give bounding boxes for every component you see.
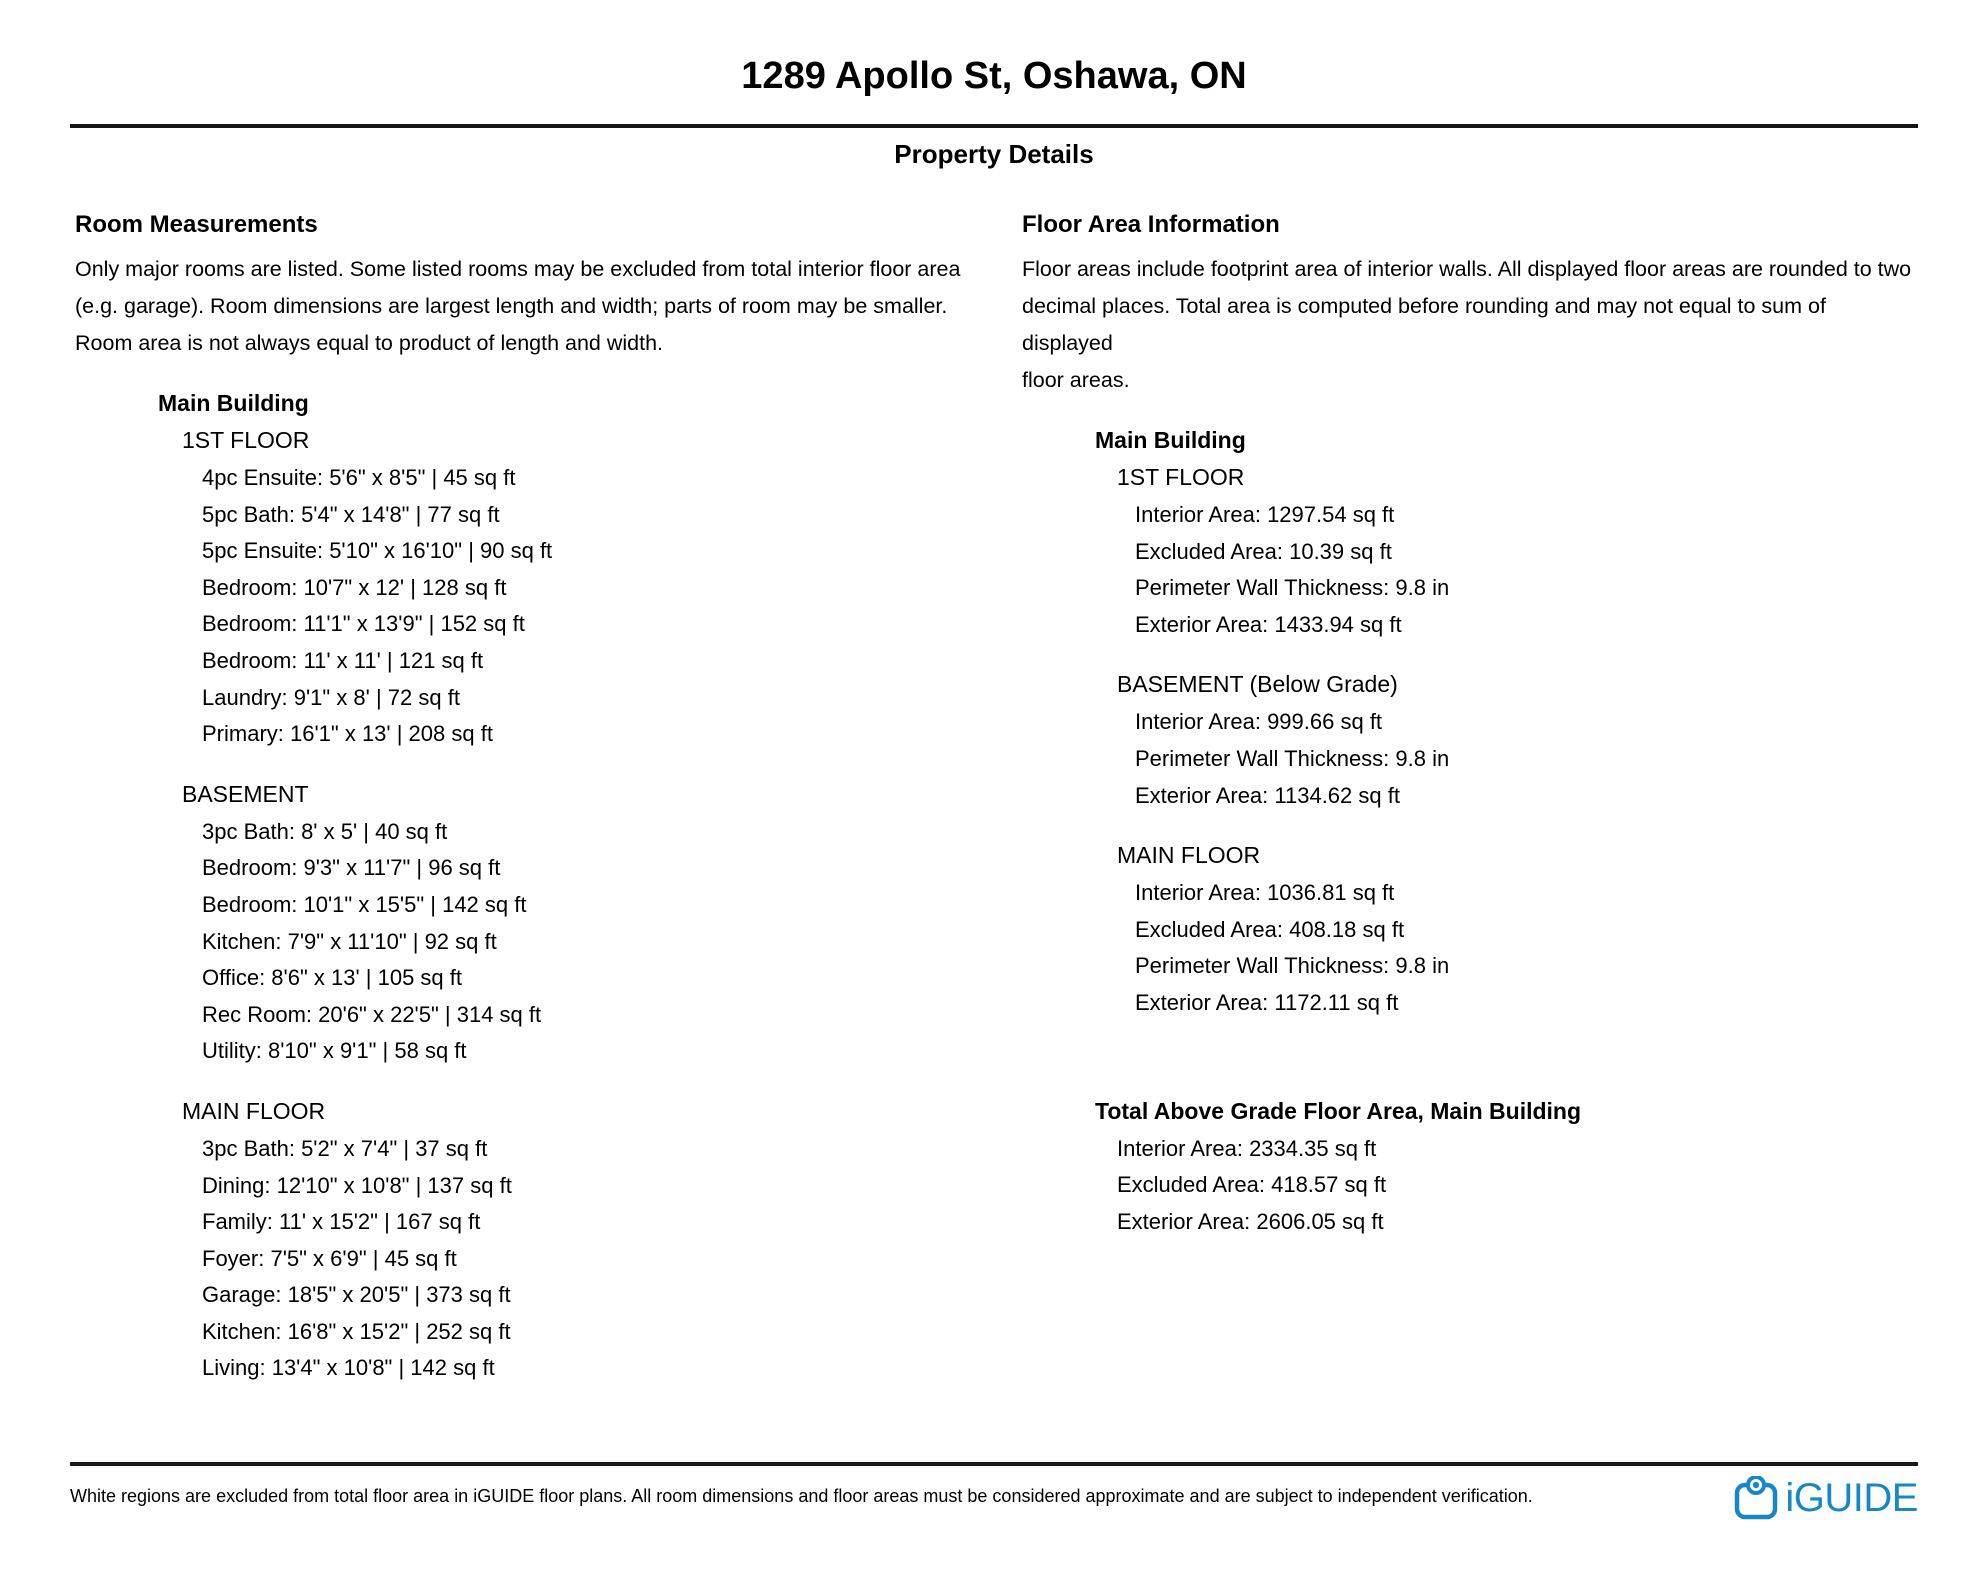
floor-name: BASEMENT [182,780,309,807]
area-stat: Interior Area: 2334.35 sq ft [1117,1135,1377,1161]
area-stat: Excluded Area: 418.57 sq ft [1117,1172,1387,1198]
page-title: 1289 Apollo St, Oshawa, ON [741,55,1247,97]
area-stat: Exterior Area: 2606.05 sq ft [1117,1208,1384,1234]
area-block-main-floor [1117,842,1918,1021]
room-item: 3pc Bath: 8' x 5' | 40 sq ft [202,818,448,844]
property-details-document [0,54,1988,1387]
total-above-grade-block [1095,1098,1918,1241]
area-block-basement [1117,671,1918,814]
iguide-camera-icon [1733,1476,1779,1520]
floor-name: MAIN FLOOR [1117,842,1261,869]
room-item: Kitchen: 7'9" x 11'10" | 92 sq ft [202,928,497,954]
area-block-1st-floor [1117,464,1918,643]
floor-block-1st-floor [182,427,1022,753]
room-item: Utility: 8'10" x 9'1" | 58 sq ft [202,1038,467,1064]
floor-area-section [1022,211,1918,1387]
area-stat: Exterior Area: 1433.94 sq ft [1135,611,1402,637]
room-item: 5pc Bath: 5'4" x 14'8" | 77 sq ft [202,501,500,527]
area-stat-list [1135,875,1918,1021]
area-stat-list [1135,704,1918,814]
room-item: 5pc Ensuite: 5'10" x 16'10" | 90 sq ft [202,538,553,564]
area-stat: Perimeter Wall Thickness: 9.8 in [1135,575,1450,601]
room-item: Family: 11' x 15'2" | 167 sq ft [202,1209,481,1235]
floor-name: BASEMENT (Below Grade) [1117,671,1398,698]
room-item: Garage: 18'5" x 20'5" | 373 sq ft [202,1282,511,1308]
room-item: Bedroom: 9'3" x 11'7" | 96 sq ft [202,855,501,881]
intro-line: (e.g. garage). Room dimensions are largest length and width; parts of room may be smaller. [75,294,948,318]
area-stat: Excluded Area: 408.18 sq ft [1135,916,1405,942]
room-item: Living: 13'4" x 10'8" | 142 sq ft [202,1355,495,1381]
room-item: 3pc Bath: 5'2" x 7'4" | 37 sq ft [202,1135,488,1161]
room-item: Office: 8'6" x 13' | 105 sq ft [202,965,462,991]
intro-line: Room area is not always equal to product of length and width. [75,331,664,355]
floor-area-heading: Floor Area Information [1022,211,1280,238]
area-stat: Exterior Area: 1134.62 sq ft [1135,782,1400,808]
floor-name: 1ST FLOOR [1117,464,1245,490]
floor-area-intro [1022,251,1918,399]
room-list [202,460,1022,753]
total-above-grade-heading: Total Above Grade Floor Area, Main Building [1095,1097,1582,1124]
room-item: Laundry: 9'1" x 8' | 72 sq ft [202,684,460,710]
area-stat: Perimeter Wall Thickness: 9.8 in [1135,745,1450,771]
room-item: Primary: 16'1" x 13' | 208 sq ft [202,721,493,747]
room-item: Kitchen: 16'8" x 15'2" | 252 sq ft [202,1318,511,1344]
room-item: Bedroom: 10'1" x 15'5" | 142 sq ft [202,891,527,917]
intro-line: decimal places. Total area is computed before rounding and may not equal to sum of displayed [1022,294,1826,355]
room-item: Bedroom: 10'7" x 12' | 128 sq ft [202,574,507,600]
page-subtitle: Property Details [894,139,1094,169]
room-list [202,814,1022,1070]
intro-line: Only major rooms are listed. Some listed rooms may be excluded from total interior floor area [75,257,961,281]
iguide-logo-text: iGUIDE [1785,1476,1918,1520]
intro-line: Floor areas include footprint area of interior walls. All displayed floor areas are rounded to two [1022,257,1912,281]
footer-disclaimer: White regions are excluded from total floor area in iGUIDE floor plans. All room dimensions and floor areas must be considered approximate and are subject to independent verification. [70,1486,1533,1506]
room-measurements-heading: Room Measurements [75,211,318,238]
area-stat: Exterior Area: 1172.11 sq ft [1135,989,1399,1015]
area-stat-list [1135,497,1918,643]
room-item: Foyer: 7'5" x 6'9" | 45 sq ft [202,1245,457,1271]
area-stat: Perimeter Wall Thickness: 9.8 in [1135,953,1450,979]
room-item: Bedroom: 11'1" x 13'9" | 152 sq ft [202,611,525,637]
floor-name: MAIN FLOOR [182,1097,326,1124]
two-column-layout [70,211,1918,1387]
room-measurements-intro [75,251,1022,362]
page-footer [70,1462,1918,1526]
area-stat: Interior Area: 999.66 sq ft [1135,709,1383,735]
area-stat: Interior Area: 1297.54 sq ft [1135,502,1395,527]
floor-name: 1ST FLOOR [182,427,310,453]
title-divider [70,124,1918,128]
total-stat-list [1117,1131,1918,1241]
area-stat: Excluded Area: 10.39 sq ft [1135,538,1392,564]
room-item: 4pc Ensuite: 5'6" x 8'5" | 45 sq ft [202,465,516,490]
room-item: Rec Room: 20'6" x 22'5" | 314 sq ft [202,1001,542,1027]
area-stat: Interior Area: 1036.81 sq ft [1135,880,1395,906]
intro-line: floor areas. [1022,368,1130,392]
building-name: Main Building [1095,427,1246,453]
room-list [202,1131,1022,1387]
room-measurements-section [70,211,1022,1387]
room-item: Dining: 12'10" x 10'8" | 137 sq ft [202,1172,512,1198]
floor-block-basement [182,781,1022,1070]
floor-block-main-floor [182,1098,1022,1387]
building-name: Main Building [158,390,309,416]
room-item: Bedroom: 11' x 11' | 121 sq ft [202,647,484,673]
iguide-logo [1733,1476,1918,1520]
